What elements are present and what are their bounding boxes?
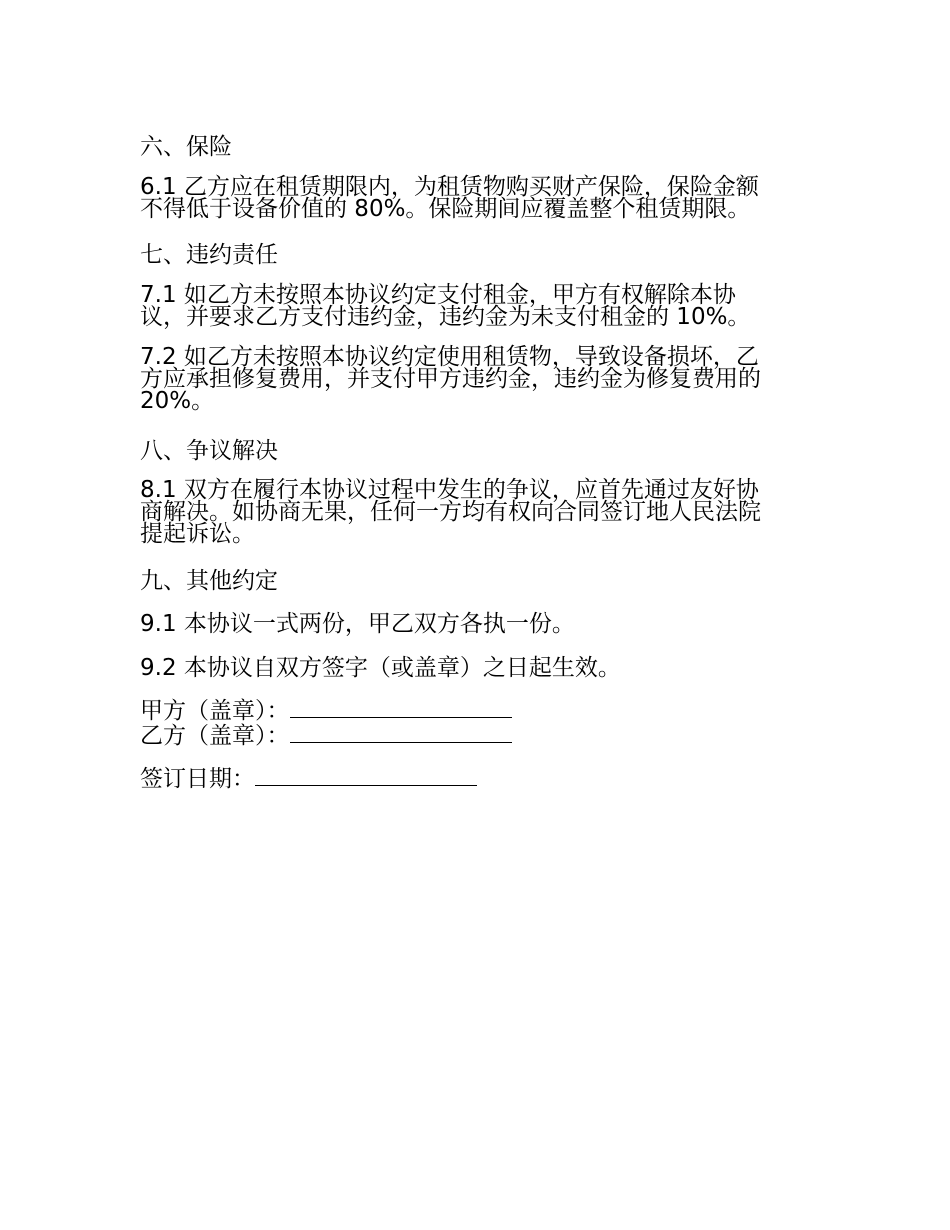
- clause-7-1: [140, 284, 750, 328]
- signature-block: [140, 697, 512, 747]
- party-b-signature-line[interactable]: [290, 722, 512, 743]
- clause-7-2: [140, 346, 761, 412]
- clause-9-2: 9.2 本协议自双方签字（或盖章）之日起生效。: [140, 655, 621, 681]
- clause-8-1: [140, 479, 761, 545]
- clause-line: 8.1 双方在履行本协议过程中发生的争议，应首先通过友好协: [140, 477, 759, 503]
- clause-line: 方应承担修复费用，并支付甲方违约金，违约金为修复费用的: [140, 366, 761, 392]
- clause-line: 商解决。如协商无果，任何一方均有权向合同签订地人民法院: [140, 499, 761, 525]
- date-label: 签订日期：: [140, 766, 255, 792]
- clause-line: 议，并要求乙方支付违约金，违约金为未支付租金的 10%。: [140, 304, 751, 330]
- section-heading-dispute: 八、争议解决: [140, 438, 278, 464]
- section-heading-insurance: 六、保险: [140, 134, 232, 160]
- clause-line: 7.1 如乙方未按照本协议约定支付租金，甲方有权解除本协: [140, 282, 736, 308]
- signing-date: [140, 760, 477, 793]
- section-heading-breach: 七、违约责任: [140, 242, 278, 268]
- clause-6-1: [140, 176, 759, 220]
- party-b-label: 乙方（盖章）：: [140, 723, 290, 749]
- clause-line: 20%。: [140, 388, 215, 414]
- signature-party-b: [140, 722, 512, 747]
- clause-line: 不得低于设备价值的 80%。保险期间应覆盖整个租赁期限。: [140, 196, 751, 222]
- clause-9-1: 9.1 本协议一式两份，甲乙双方各执一份。: [140, 611, 575, 637]
- date-line[interactable]: [255, 765, 477, 786]
- clause-line: 提起诉讼。: [140, 521, 255, 547]
- clause-line: 7.2 如乙方未按照本协议约定使用租赁物，导致设备损坏，乙: [140, 344, 759, 370]
- party-a-signature-line[interactable]: [290, 697, 512, 718]
- section-heading-other: 九、其他约定: [140, 568, 278, 594]
- clause-line: 6.1 乙方应在租赁期限内，为租赁物购买财产保险，保险金额: [140, 174, 759, 200]
- signature-party-a: [140, 697, 512, 722]
- party-a-label: 甲方（盖章）：: [140, 698, 290, 724]
